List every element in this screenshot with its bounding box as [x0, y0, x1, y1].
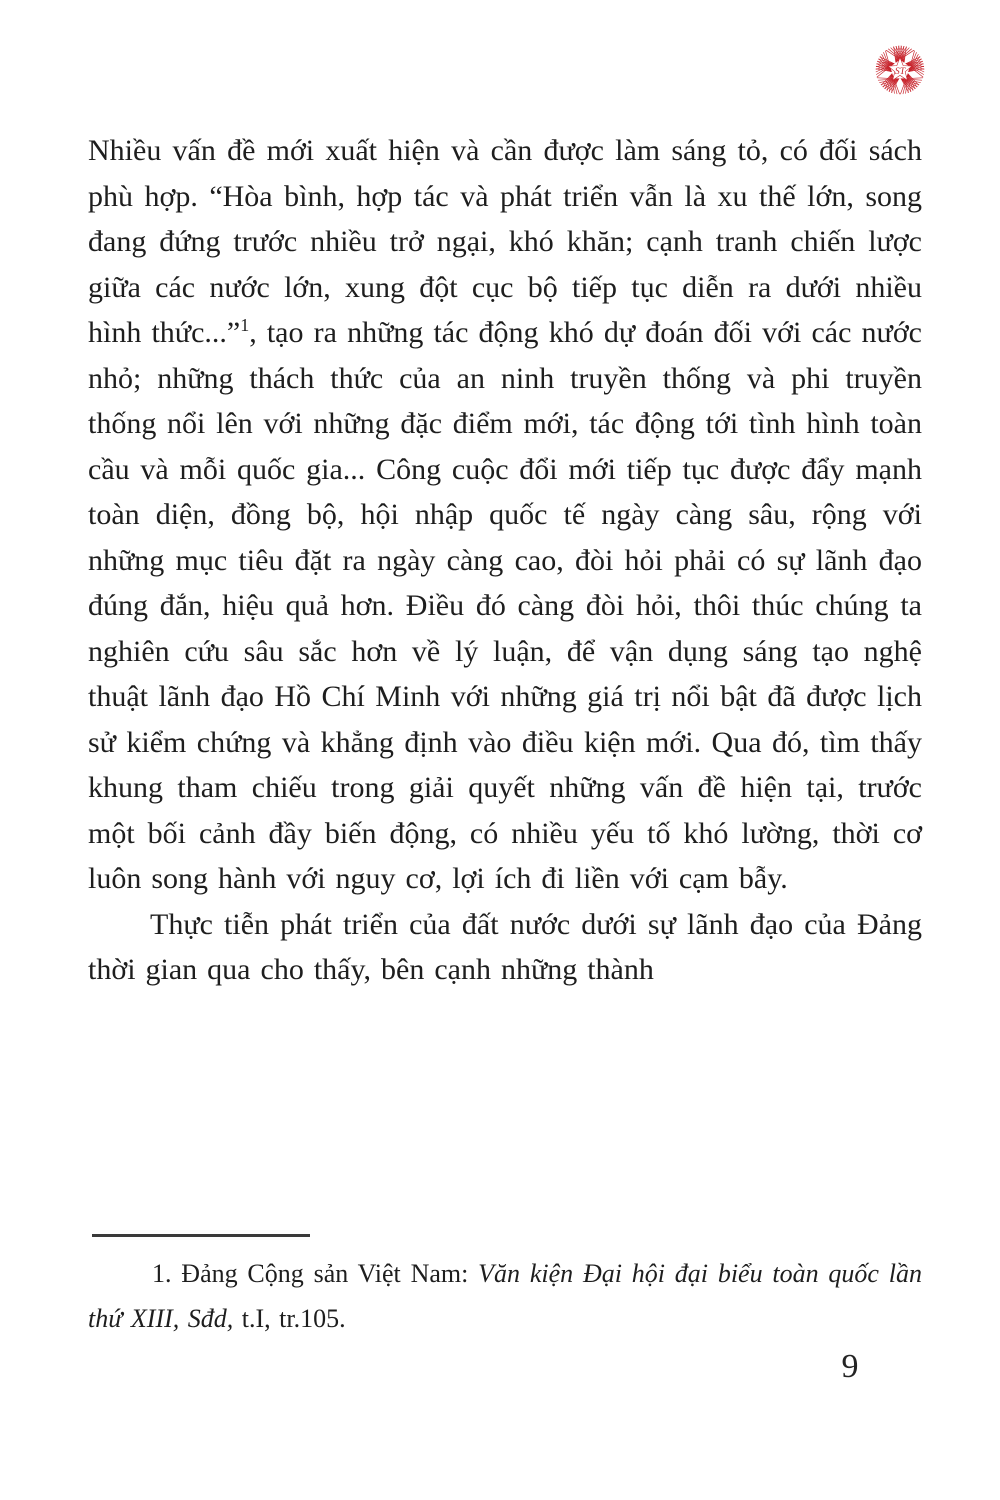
footnote-citation-author: 1. Đảng Cộng sản Việt Nam:	[152, 1259, 479, 1288]
star-burst-icon	[870, 40, 930, 100]
page-number: 9	[841, 1348, 859, 1385]
page-body	[88, 128, 922, 993]
footnote-citation-title: Văn kiện Đại hội đại biểu toàn quốc lần thứ XIII, Sđd,	[88, 1259, 922, 1333]
paragraph-1-text-before-ref: Nhiều vấn đề mới xuất hiện và cần được làm sáng tỏ, có đối sách phù hợp. “Hòa bình, hợp tác và phát triển vẫn là xu thế lớn, song đang đứng trước nhiều trở ngại, khó khăn; cạnh tranh chiến lược giữa các nước lớn, xung đột cục bộ tiếp tục diễn ra dưới nhiều hình thức...”	[88, 134, 922, 349]
paragraph-1-text-after-ref: , tạo ra những tác động khó dự đoán đối với các nước nhỏ; những thách thức của an ninh truyền thống và phi truyền thống nổi lên với những đặc điểm mới, tác động tới tình hình toàn cầu và mỗi quốc gia... Công cuộc đổi mới tiếp tục được đẩy mạnh toàn diện, đồng bộ, hội nhập quốc tế ngày càng sâu, rộng với những mục tiêu đặt ra ngày càng cao, đòi hỏi phải có sự lãnh đạo đúng đắn, hiệu quả hơn. Điều đó càng đòi hỏi, thôi thúc chúng ta nghiên cứu sâu sắc hơn về lý luận, để vận dụng sáng tạo nghệ thuật lãnh đạo Hồ Chí Minh với những giá trị nổi bật đã được lịch sử kiểm chứng và khẳng định vào điều kiện mới. Qua đó, tìm thấy khung tham chiếu trong giải quyết những vấn đề hiện tại, trước một bối cảnh đầy biến động, có nhiều yếu tố khó lường, thời cơ luôn song hành với nguy cơ, lợi ích đi liền với cạm bẫy.	[88, 316, 922, 895]
logo-monogram: ST	[894, 65, 906, 77]
footnote-1	[88, 1251, 922, 1341]
paragraph-2: Thực tiễn phát triển của đất nước dưới sự lãnh đạo của Đảng thời gian qua cho thấy, bên cạnh những thành	[88, 907, 922, 986]
footnote-reference-1: 1	[240, 315, 250, 335]
footnote-divider	[92, 1234, 310, 1237]
publisher-logo	[870, 40, 930, 100]
footnote-citation-locator: t.I, tr.105.	[233, 1304, 346, 1333]
paragraph-1	[88, 128, 922, 902]
footnote-area	[88, 1234, 922, 1341]
